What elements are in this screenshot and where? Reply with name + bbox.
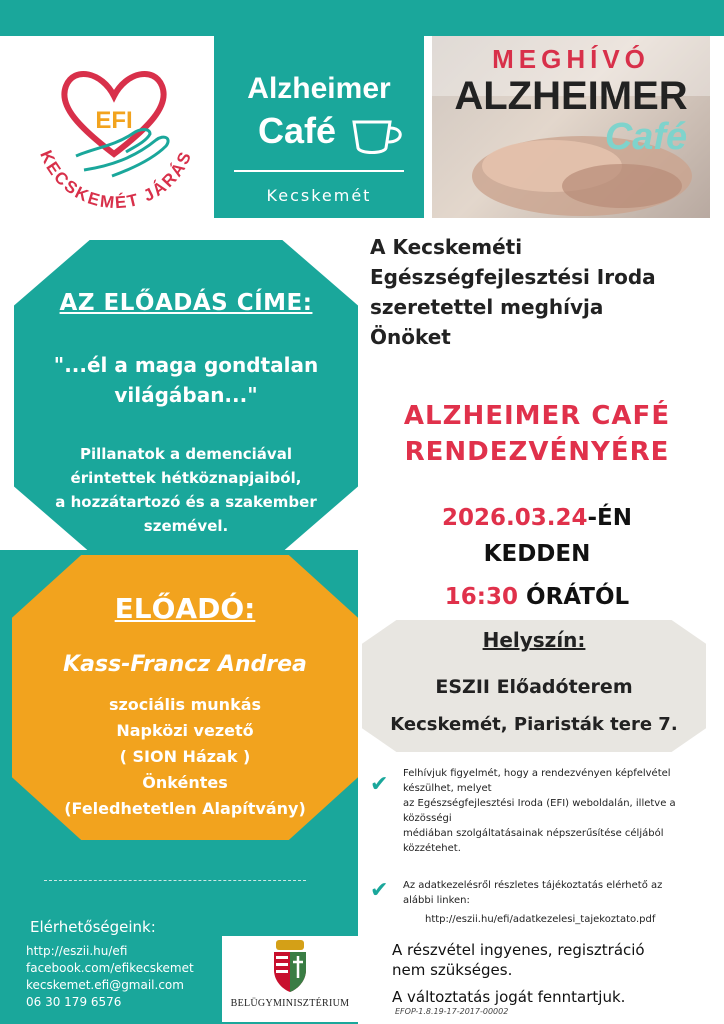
event-day: KEDDEN xyxy=(483,541,591,567)
free-participation-text: A részvétel ingyenes, regisztráció nem szükséges. xyxy=(392,941,645,979)
lecture-subtitle: Pillanatok a demenciával érintettek hétköznapjaiból, a hozzátartozó és a szakember szemével. xyxy=(55,445,317,535)
event-date-line xyxy=(362,505,712,531)
presenter-name: Kass-Francz Andrea xyxy=(63,652,307,677)
contact-phone: 06 30 179 6576 xyxy=(26,995,122,1009)
lecture-quote: "...él a maga gondtalan világában..." xyxy=(53,353,319,407)
efi-logo xyxy=(14,36,214,218)
svg-text:KECSKEMÉT JÁRÁS xyxy=(36,148,196,213)
event-name: ALZHEIMER CAFÉ RENDEZVÉNYÉRE xyxy=(403,401,671,467)
presenter-role: (Feledhetetlen Alapítvány) xyxy=(64,799,306,818)
cafe-logo-city: Kecskemét xyxy=(266,186,372,205)
contact-web-link[interactable]: http://eszii.hu/efi xyxy=(26,944,128,958)
event-time: 16:30 xyxy=(444,584,518,610)
ministry-name: BELÜGYMINISZTÉRIUM xyxy=(230,998,350,1009)
data-policy-link[interactable]: http://eszii.hu/efi/adatkezelesi_tajekoztato.pdf xyxy=(425,914,656,925)
presenter-role: Önkéntes xyxy=(142,773,228,792)
presenter-heading: ELŐADÓ: xyxy=(114,592,256,625)
ministry-logo xyxy=(222,936,358,1022)
intro-text: A Kecskeméti Egészségfejlesztési Iroda szeretettel meghívja Önöket xyxy=(370,235,656,349)
presenter-role: Napközi vezető xyxy=(116,721,254,740)
cafe-logo-line1: Alzheimer xyxy=(247,72,391,105)
efop-code: EFOP-1.8.19-17-2017-00002 xyxy=(395,1007,509,1016)
photo-title-line2: Café xyxy=(604,116,688,158)
data-policy-notice: Az adatkezelésről részletes tájékoztatás elérhető az alábbi linken: xyxy=(403,880,663,906)
contacts-heading: Elérhetőségeink: xyxy=(30,918,156,936)
presenter-roles xyxy=(12,692,358,822)
photo-notice: Felhívjuk figyelmét, hogy a rendezvényen képfelvétel készülhet, melyet az Egészségfejlesztési Iroda (EFI) weboldalán, illetve a közösségi médiában szolgáltatásainak népszerűsítése céljából közzétehet. xyxy=(403,768,676,854)
lecture-heading: AZ ELŐADÁS CÍME: xyxy=(59,290,313,316)
contact-email-link[interactable]: kecskemet.efi@gmail.com xyxy=(26,978,184,992)
contact-facebook-link[interactable]: facebook.com/efikecskemet xyxy=(26,961,194,975)
coffee-cup-icon xyxy=(350,118,408,158)
venue-address: Kecskemét, Piaristák tere 7. xyxy=(390,714,678,735)
presenter-role: szociális munkás xyxy=(108,695,262,714)
efi-abbr: EFI xyxy=(95,107,133,134)
alzheimer-cafe-logo xyxy=(214,36,424,218)
checkmark-icon: ✔ xyxy=(370,878,389,903)
hungarian-coat-of-arms-icon xyxy=(268,938,312,994)
svg-text:EFI xyxy=(95,107,132,134)
heart-hands-icon xyxy=(14,36,214,218)
invite-label: MEGHÍVÓ xyxy=(492,44,650,74)
event-date: 2026.03.24 xyxy=(441,505,588,531)
checkmark-icon: ✔ xyxy=(370,772,389,797)
cafe-logo-divider xyxy=(234,170,404,172)
logo-arc-text: KECSKEMÉT JÁRÁS xyxy=(36,147,196,213)
reserve-rights-text: A változtatás jogát fenntartjuk. xyxy=(392,988,626,1006)
event-time-line xyxy=(362,584,712,610)
cafe-logo-line2: Café xyxy=(257,110,337,151)
presenter-role: ( SION Házak ) xyxy=(119,747,251,766)
venue-heading: Helyszín: xyxy=(482,628,586,652)
event-time-suffix: ÓRÁTÓL xyxy=(526,584,630,610)
photo-banner xyxy=(432,36,710,218)
event-date-suffix: -ÉN xyxy=(587,505,633,531)
photo-title-line1: ALZHEIMER xyxy=(454,74,688,118)
divider-line xyxy=(44,880,306,881)
venue-name: ESZII Előadóterem xyxy=(435,676,633,698)
top-color-bar xyxy=(0,0,724,36)
